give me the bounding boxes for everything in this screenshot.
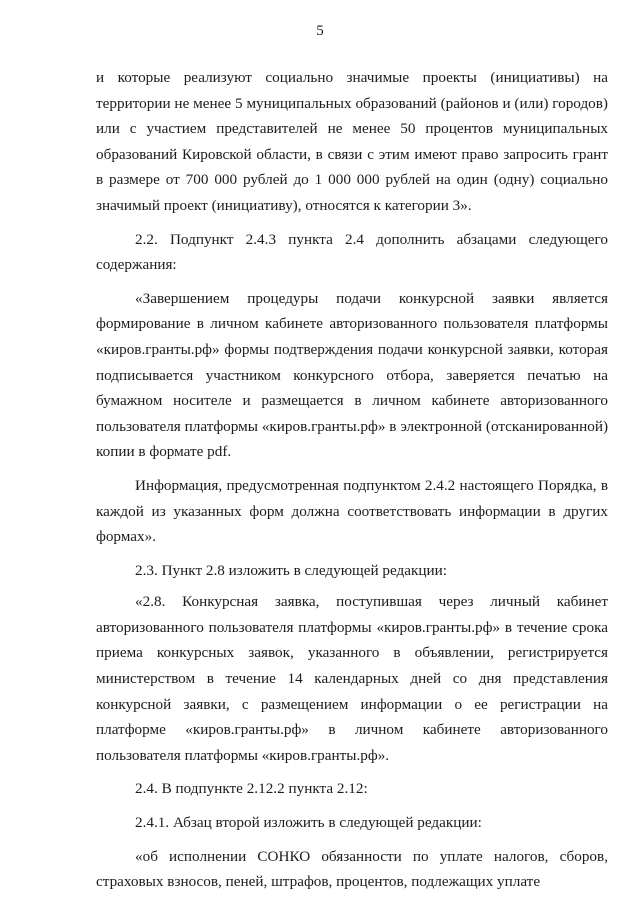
paragraph-2-3: 2.3. Пункт 2.8 изложить в следующей редакции:: [135, 561, 448, 579]
paragraph-2-4: 2.4. В подпункте 2.12.2 пункта 2.12:: [135, 780, 368, 798]
paragraph-2-4-1: 2.4.1. Абзац второй изложить в следующей редакции:: [135, 814, 482, 832]
paragraph-continuation: и которые реализуют социально значимые проекты (инициативы) на территории не менее 5 муниципальных образований (районов и (или) городов) или с участием представителей не менее 50 процентов муниципальных образований Кировской области, в связи с этим имеют право запросить грант в размере от 700 000 рублей до 1 000 000 рублей на один (одну) социально значимый проект (инициативу), относятся к категории 3».: [96, 69, 608, 214]
paragraph-quote-obligations: «об исполнении СОНКО обязанности по уплате налогов, сборов, страховых взносов, пеней, штрафов, процентов, подлежащих уплате: [96, 847, 608, 891]
paragraph-quote-submission: «Завершением процедуры подачи конкурсной заявки является формирование в личном кабинете авторизованного пользователя платформы «киров.гранты.рф» формы подтверждения подачи конкурсной заявки, которая подписывается участником конкурсного отбора, заверяется печатью на бумажном носителе и размещается в личном кабинете авторизованного пользователя платформы «киров.гранты.рф» в электронной (отсканированной) копии в формате pdf.: [96, 289, 608, 461]
paragraph-information: Информация, предусмотренная подпунктом 2.4.2 настоящего Порядка, в каждой из указанных форм должна соответствовать информации в других формах».: [96, 476, 608, 546]
document-body: [96, 65, 608, 895]
page-number: 5: [316, 23, 324, 39]
paragraph-2-2: 2.2. Подпункт 2.4.3 пункта 2.4 дополнить абзацами следующего содержания:: [96, 230, 608, 274]
paragraph-quote-2-8: «2.8. Конкурсная заявка, поступившая через личный кабинет авторизованного пользователя платформы «киров.гранты.рф» в течение срока приема конкурсных заявок, указанного в объявлении, регистрируется министерством в течение 14 календарных дней со дня представления конкурсной заявки, с размещением информации о ее регистрации на платформе «киров.гранты.рф» в личном кабинете авторизованного пользователя платформы «киров.гранты.рф».: [96, 593, 608, 764]
